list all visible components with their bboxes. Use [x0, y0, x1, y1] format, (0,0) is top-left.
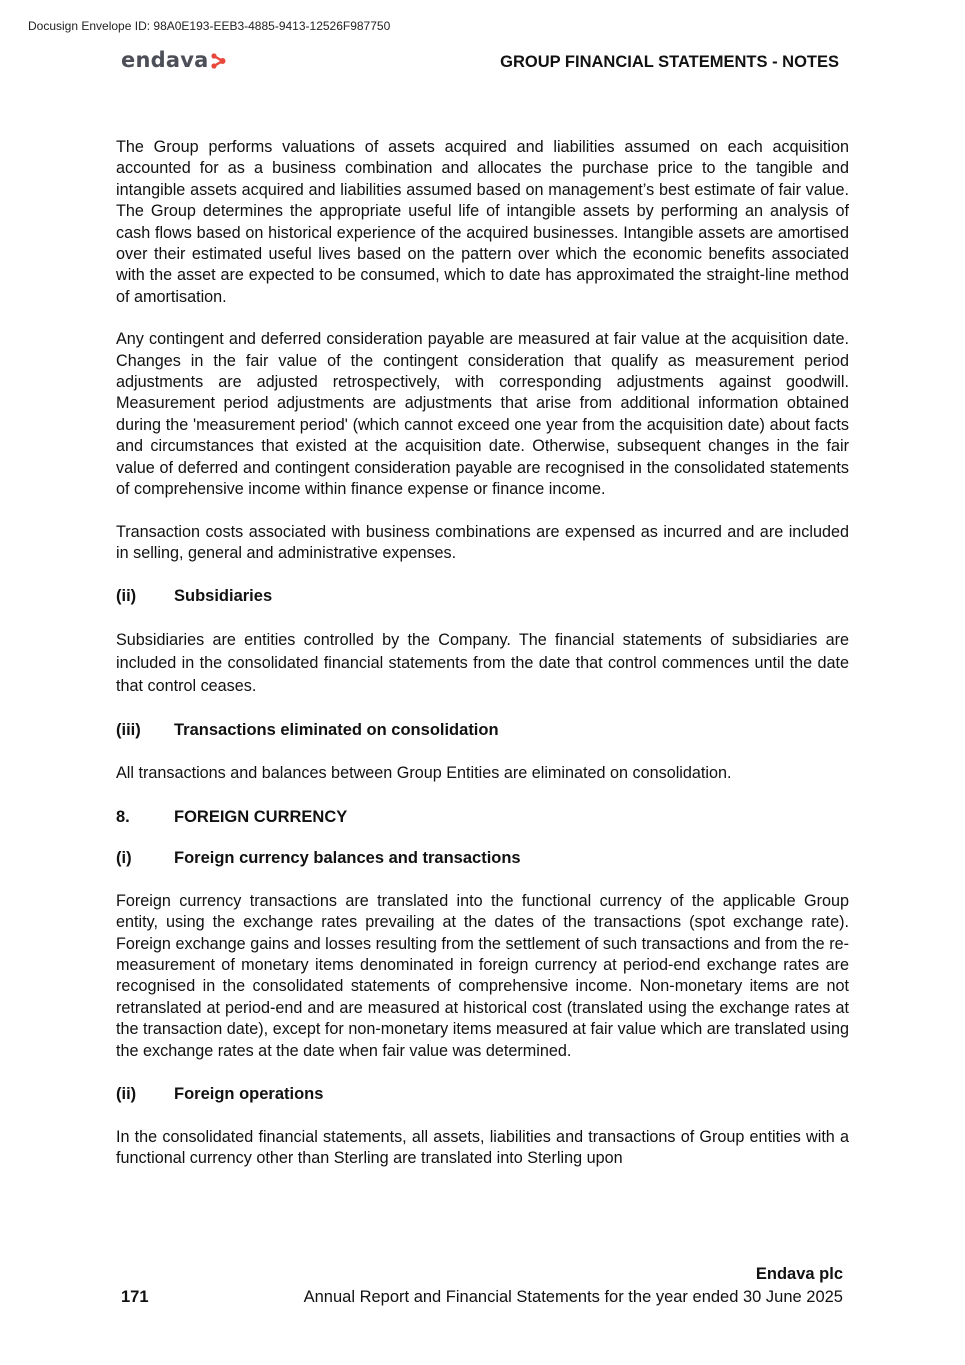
page-header-title: GROUP FINANCIAL STATEMENTS - NOTES — [500, 53, 839, 71]
footer-company-name: Endava plc — [755, 1265, 843, 1283]
paragraph-contingent-consideration: Any contingent and deferred consideration payable are measured at fair value at the acquisition date. Changes in the fair value of the contingent consideration that qualify as measurement period adjustments are adjusted retrospectively, with corresponding adjustments against goodwill. Measurement period adjustments are adjustments that arise from additional information obtained during the 'measurement period' (which cannot exceed one year from the acquisition date) about facts and circumstances that existed at the acquisition date. Otherwise, subsequent changes in the fair value of deferred and contingent consideration payable are recognised in the consolidated statements of comprehensive income within finance expense or finance income. — [116, 330, 849, 499]
paragraph-foreign-operations: In the consolidated financial statements, all assets, liabilities and transactions of Group entities with a functional currency other than Sterling are translated into Sterling upon — [116, 1127, 849, 1168]
paragraph-valuations: The Group performs valuations of assets acquired and liabilities assumed on each acquisition accounted for as a business combination and allocates the purchase price to the tangible and intangible assets acquired and liabilities assumed based on management’s best estimate of fair value. The Group determines the appropriate useful life of intangible assets by performing an analysis of cash flows based on historical experience of the acquired businesses. Intangible assets are amortised over their estimated useful lives based on the pattern over which the economic benefits associated with the asset are expected to be consumed, which to date has approximated the straight-line method of amortisation. — [116, 138, 849, 306]
heading-title: Foreign currency balances and transactions — [174, 848, 521, 867]
docusign-envelope-id: Docusign Envelope ID: 98A0E193-EEB3-4885-9413-12526F987750 — [28, 19, 391, 33]
paragraph-subsidiaries: Subsidiaries are entities controlled by the Company. The financial statements of subsidiaries are included in the consolidated financial statements from the date that control commences until the date that control ceases. — [116, 631, 849, 696]
heading-title: Transactions eliminated on consolidation — [174, 721, 499, 740]
heading-title: FOREIGN CURRENCY — [174, 807, 348, 826]
footer-report-title: Annual Report and Financial Statements for the year ended 30 June 2025 — [303, 1288, 843, 1306]
paragraph-fx-transactions: Foreign currency transactions are translated into the functional currency of the applicable Group entity, using the exchange rates prevailing at the dates of the transactions (spot exchange rate). Foreign exchange gains and losses resulting from the settlement of such transactions and from the re-measurement of monetary items denominated in foreign currency at period-end exchange rates are recognised in the consolidated statements of comprehensive income. Non-monetary items are not retranslated at period-end and are measured at historical cost (translated using the exchange rates at the transaction date), except for non-monetary items measured at fair value which are translated using the exchange rates at the date when fair value was determined. — [116, 891, 849, 1060]
heading-number: (i) — [116, 848, 132, 867]
heading-number: (ii) — [116, 1084, 137, 1103]
heading-subsidiaries — [116, 586, 849, 607]
heading-fx-balances — [116, 848, 849, 869]
heading-section-8-foreign-currency — [116, 807, 849, 828]
heading-number: 8. — [116, 807, 130, 826]
logo-wordmark: endava — [121, 47, 209, 72]
heading-title: Subsidiaries — [174, 587, 273, 606]
heading-number: (iii) — [116, 721, 141, 740]
paragraph-eliminated: All transactions and balances between Group Entities are eliminated on consolidation. — [116, 764, 732, 783]
heading-number: (ii) — [116, 587, 137, 606]
heading-foreign-operations — [116, 1084, 849, 1105]
heading-title: Foreign operations — [174, 1084, 324, 1103]
document-body — [116, 137, 849, 1170]
logo-mark-icon — [211, 53, 226, 69]
heading-transactions-eliminated — [116, 720, 849, 741]
footer-page-number: 171 — [121, 1288, 149, 1306]
paragraph-transaction-costs: Transaction costs associated with business combinations are expensed as incurred and are included in selling, general and administrative expenses. — [116, 522, 849, 562]
endava-logo — [121, 47, 226, 73]
